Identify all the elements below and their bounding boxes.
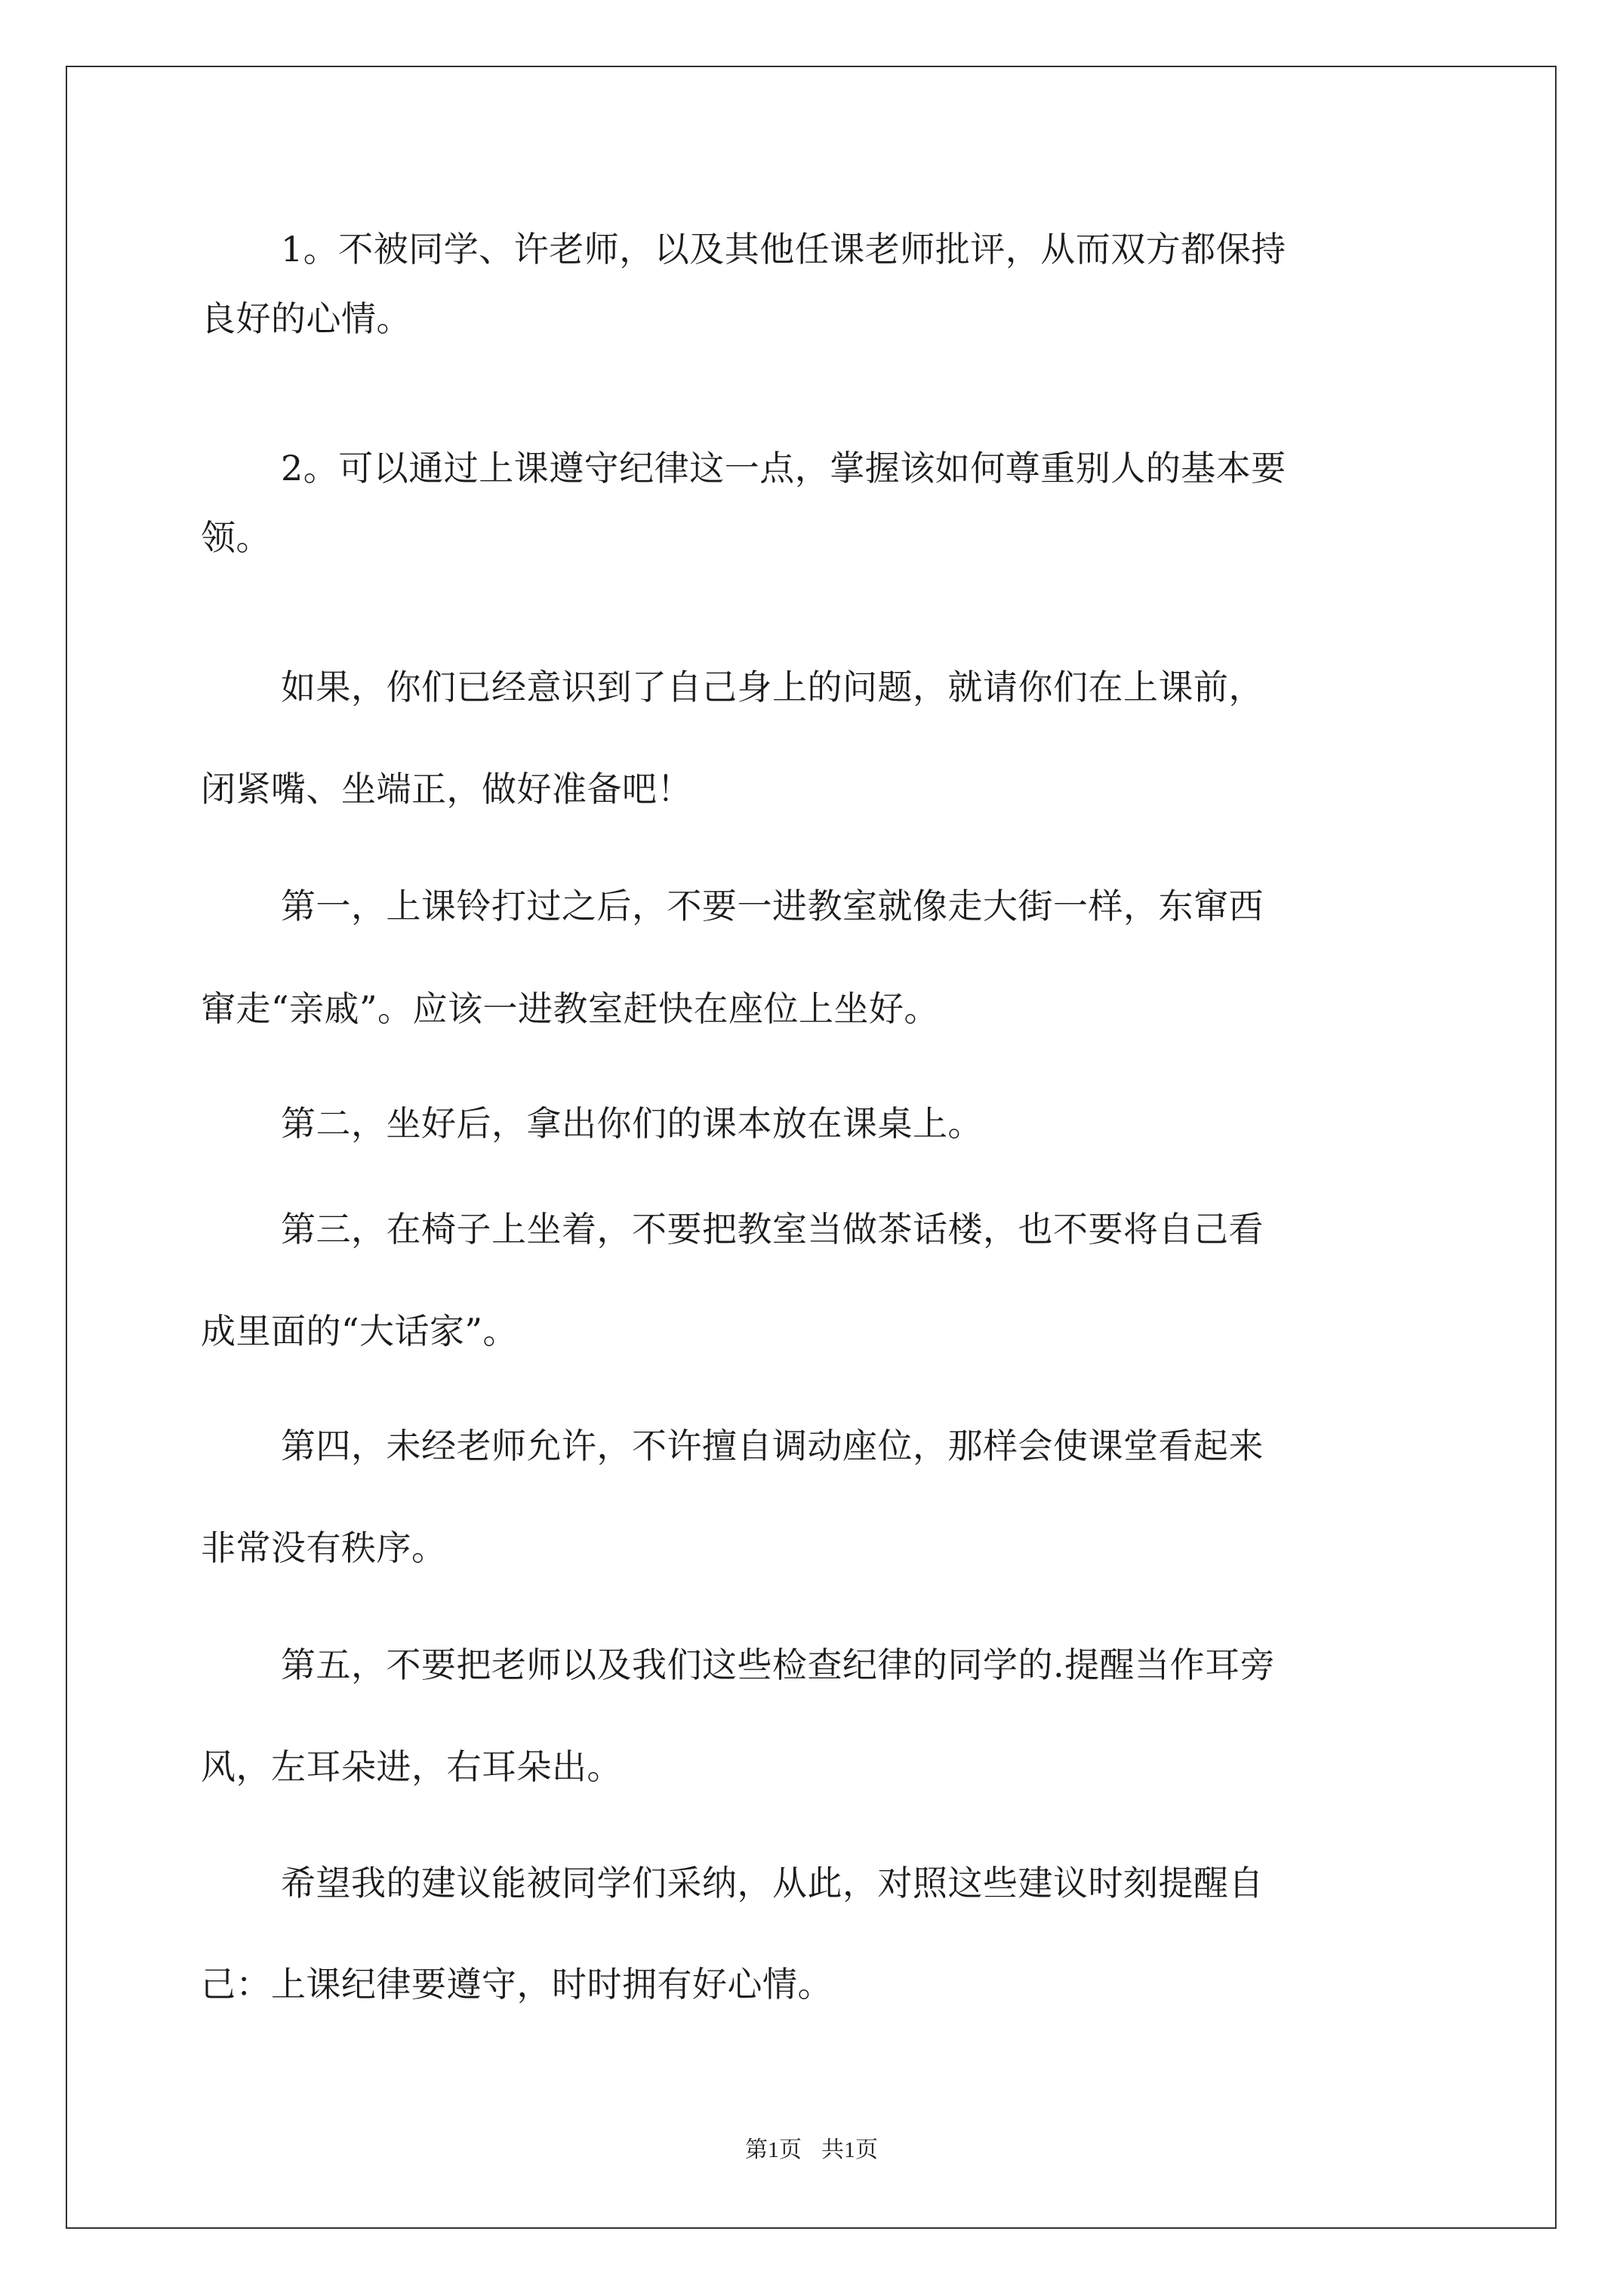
paragraph-9-line-1: 希望我的建议能被同学们采纳，从此，对照这些建议时刻提醒自 [281,1863,1264,1903]
paragraph-7-line-1: 第四，未经老师允许，不许擅自调动座位，那样会使课堂看起来 [281,1425,1264,1466]
paragraph-5-line-1: 第二，坐好后，拿出你们的课本放在课桌上。 [281,1103,983,1144]
paragraph-9-line-2: 己：上课纪律要遵守，时时拥有好心情。 [201,1964,833,2005]
page-number: 第1页 [745,2137,802,2162]
paragraph-4-line-1: 第一，上课铃打过之后，不要一进教室就像走大街一样，东窜西 [281,886,1264,926]
paragraph-6-line-1: 第三，在椅子上坐着，不要把教室当做茶话楼，也不要将自己看 [281,1209,1264,1250]
paragraph-3-line-1: 如果，你们已经意识到了自己身上的问题，就请你们在上课前， [281,667,1264,707]
paragraph-4-line-2: 窜走“亲戚”。应该一进教室赶快在座位上坐好。 [201,988,940,1029]
paragraph-1-line-2: 良好的心情。 [201,298,411,339]
page-footer [0,2135,1623,2165]
paragraph-8-line-2: 风，左耳朵进，右耳朵出。 [201,1746,622,1787]
paragraph-1-line-1: 1。不被同学、许老师，以及其他任课老师批评，从而双方都保持 [281,229,1286,270]
paragraph-8-line-1: 第五，不要把老师以及我们这些检查纪律的同学的.提醒当作耳旁 [281,1644,1276,1685]
paragraph-3-line-2: 闭紧嘴、坐端正，做好准备吧！ [201,769,692,809]
paragraph-7-line-2: 非常没有秩序。 [201,1527,447,1568]
paragraph-2-line-1: 2。可以通过上课遵守纪律这一点，掌握该如何尊重别人的基本要 [281,448,1286,488]
page-total: 共1页 [821,2137,878,2162]
paragraph-2-line-2: 领。 [201,517,271,558]
paragraph-6-line-2: 成里面的“大话家”。 [201,1311,519,1351]
